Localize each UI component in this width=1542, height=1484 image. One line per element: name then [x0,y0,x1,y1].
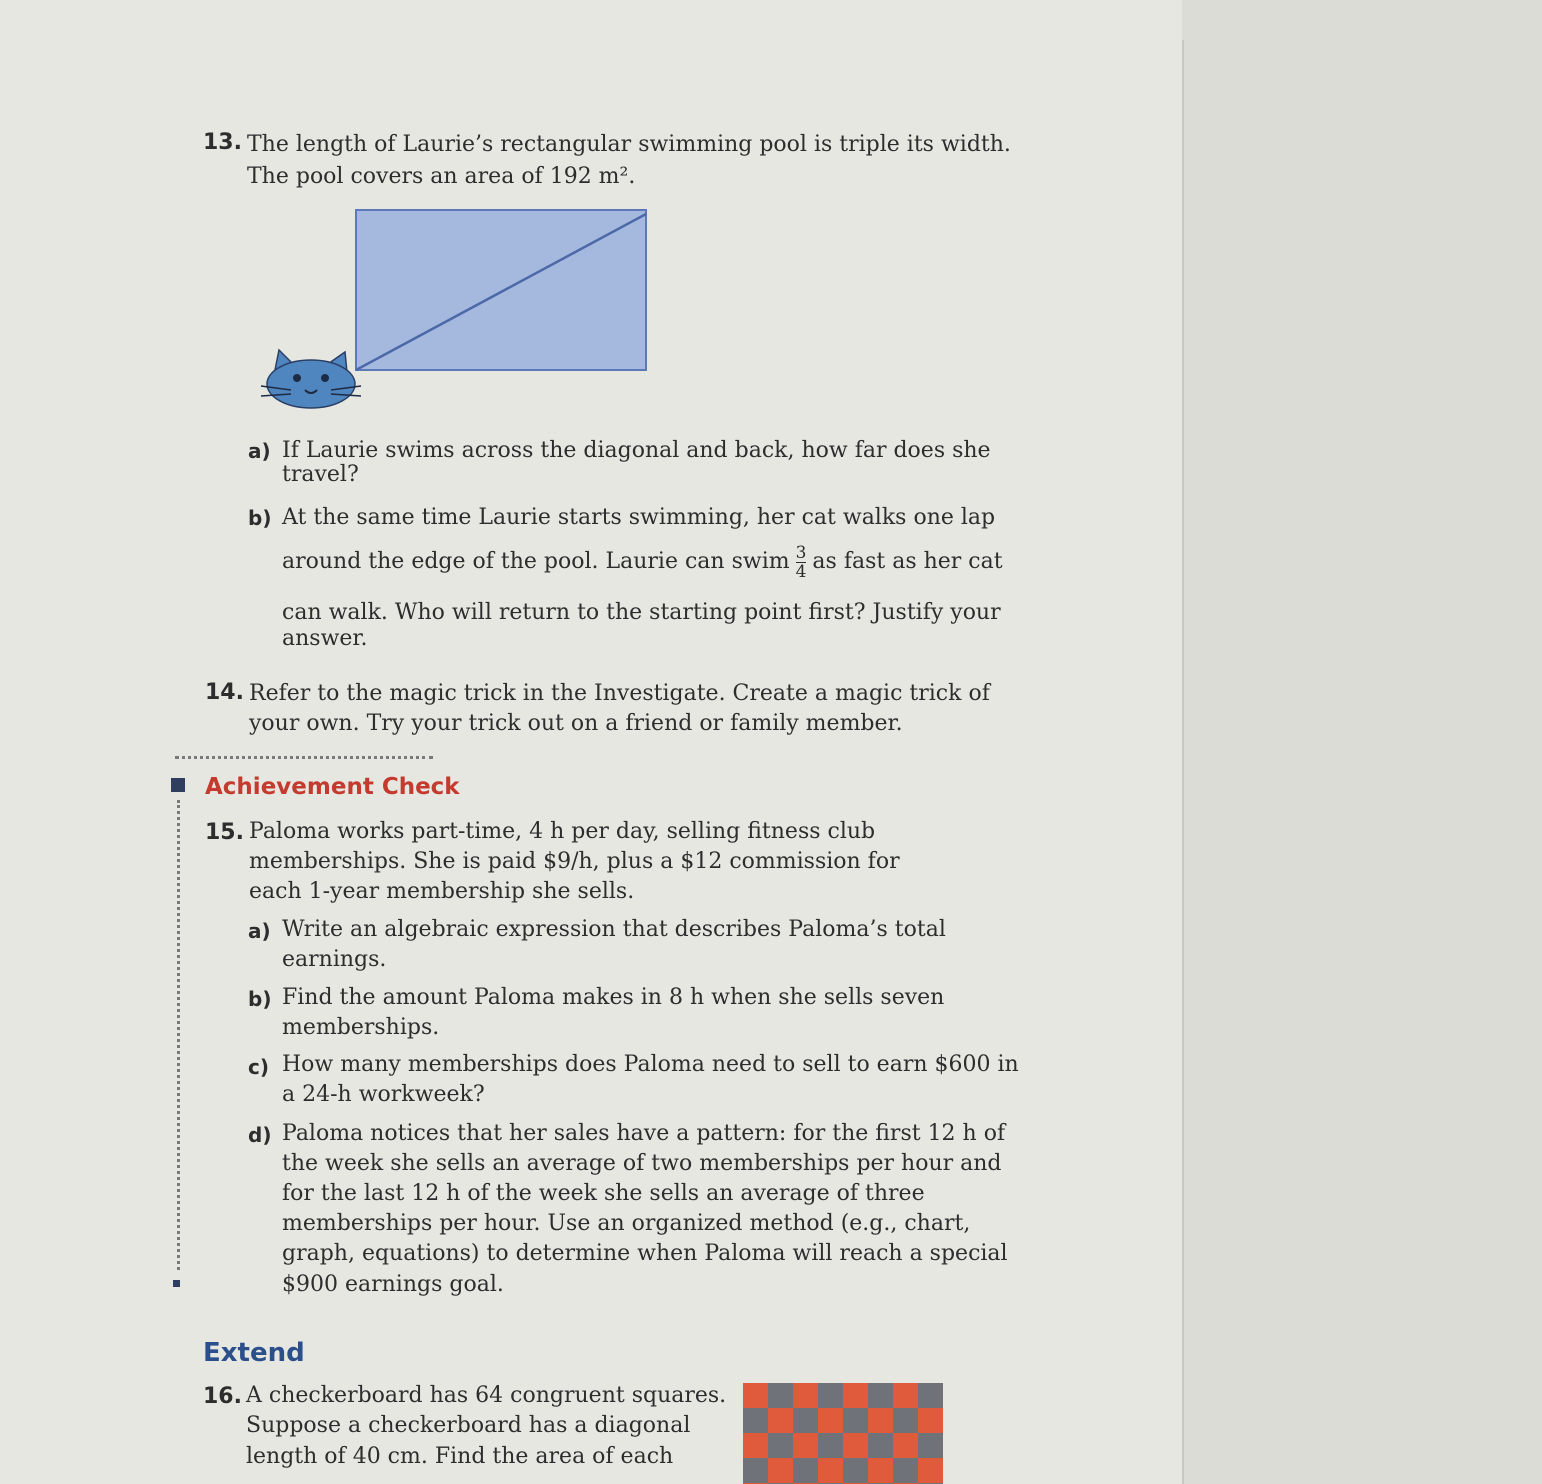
q14-text-line2: your own. Try your trick out on a friend or family member. [249,711,903,736]
q13b-text-line2 [282,540,1003,584]
checker-square [843,1383,868,1408]
checker-square [793,1383,818,1408]
q15c-label: c) [248,1055,269,1079]
checkerboard-diagram [743,1383,943,1484]
checker-square [918,1433,943,1458]
checker-square [918,1458,943,1483]
checker-square [793,1458,818,1483]
page-edge [1182,40,1184,1484]
checker-square [768,1383,793,1408]
q15d-text-line4: memberships per hour. Use an organized method (e.g., chart, [282,1211,971,1236]
q13a-label: a) [248,439,271,463]
achievement-check-heading: Achievement Check [205,774,460,800]
checker-square [918,1408,943,1433]
checker-square [743,1383,768,1408]
achievement-marker-top [171,778,185,792]
checker-square [793,1408,818,1433]
checker-square [743,1458,768,1483]
checker-square [868,1458,893,1483]
checker-square [868,1433,893,1458]
checker-square [893,1383,918,1408]
checker-square [818,1408,843,1433]
achievement-border-left [177,800,180,1270]
q15-text-line2: memberships. She is paid $9/h, plus a $12 commission for [249,849,900,874]
checker-square [843,1458,868,1483]
q15-text-line1: Paloma works part-time, 4 h per day, selling fitness club [249,819,876,844]
pool-diagram [255,200,665,420]
checker-square [843,1408,868,1433]
checker-square [743,1408,768,1433]
q15c-text-line1: How many memberships does Paloma need to sell to earn $600 in [282,1052,1019,1077]
achievement-border-top [175,756,433,759]
q13b-text-line3: can walk. Who will return to the starting point first? Justify your [282,600,1001,625]
achievement-marker-bottom [173,1280,180,1287]
checker-square [768,1433,793,1458]
fraction-numerator: 3 [795,542,807,563]
q13b-text-line4: answer. [282,626,368,651]
q15c-text-line2: a 24-h workweek? [282,1082,485,1107]
q15a-text-line1: Write an algebraic expression that describes Paloma’s total [282,917,946,942]
q15b-text-line1: Find the amount Paloma makes in 8 h when she sells seven [282,985,945,1010]
q13a-text-line1: If Laurie swims across the diagonal and back, how far does she [282,438,991,463]
q15d-text-line3: for the last 12 h of the week she sells an average of three [282,1181,925,1206]
checker-square [743,1433,768,1458]
q15b-label: b) [248,987,272,1011]
q13-text-line1: The length of Laurie’s rectangular swimming pool is triple its width. [247,132,1011,157]
checker-square [868,1383,893,1408]
q16-text-line3: length of 40 cm. Find the area of each [246,1444,674,1469]
checker-square [818,1433,843,1458]
q14-number: 14. [205,680,244,705]
q15d-text-line2: the week she sells an average of two memberships per hour and [282,1151,1002,1176]
q13b-text-line1: At the same time Laurie starts swimming, her cat walks one lap [282,505,996,530]
q14-text-line1: Refer to the magic trick in the Investigate. Create a magic trick of [249,681,990,706]
q16-text-line1: A checkerboard has 64 congruent squares. [246,1383,727,1408]
checker-square [893,1458,918,1483]
q13-text-line2: The pool covers an area of 192 m². [247,164,636,189]
three-quarters-fraction [796,544,807,581]
checker-square [793,1433,818,1458]
checker-square [893,1433,918,1458]
q13b-line2-post: as fast as her cat [812,549,1003,574]
q15b-text-line2: memberships. [282,1015,440,1040]
checker-square [768,1408,793,1433]
q15-number: 15. [205,820,244,845]
checker-square [818,1383,843,1408]
q16-text-line2: Suppose a checkerboard has a diagonal [246,1413,691,1438]
fraction-denominator: 4 [795,561,807,582]
checker-square [893,1408,918,1433]
q15d-text-line6: $900 earnings goal. [282,1272,504,1297]
checker-square [918,1383,943,1408]
q15-text-line3: each 1-year membership she sells. [249,879,635,904]
checker-square [868,1408,893,1433]
q13b-line2-pre: around the edge of the pool. Laurie can swim [282,549,790,574]
q13a-text-line2: travel? [282,462,359,487]
q13-number: 13. [203,130,242,155]
q15a-label: a) [248,919,271,943]
checker-square [818,1458,843,1483]
q13b-label: b) [248,506,272,530]
q15d-label: d) [248,1123,272,1147]
q16-number: 16. [203,1384,242,1409]
extend-heading: Extend [203,1338,305,1368]
q15a-text-line2: earnings. [282,947,387,972]
q15d-text-line5: graph, equations) to determine when Paloma will reach a special [282,1241,1008,1266]
q15d-text-line1: Paloma notices that her sales have a pattern: for the first 12 h of [282,1121,1006,1146]
checker-square [768,1458,793,1483]
cat-icon [261,350,361,408]
checker-square [843,1433,868,1458]
